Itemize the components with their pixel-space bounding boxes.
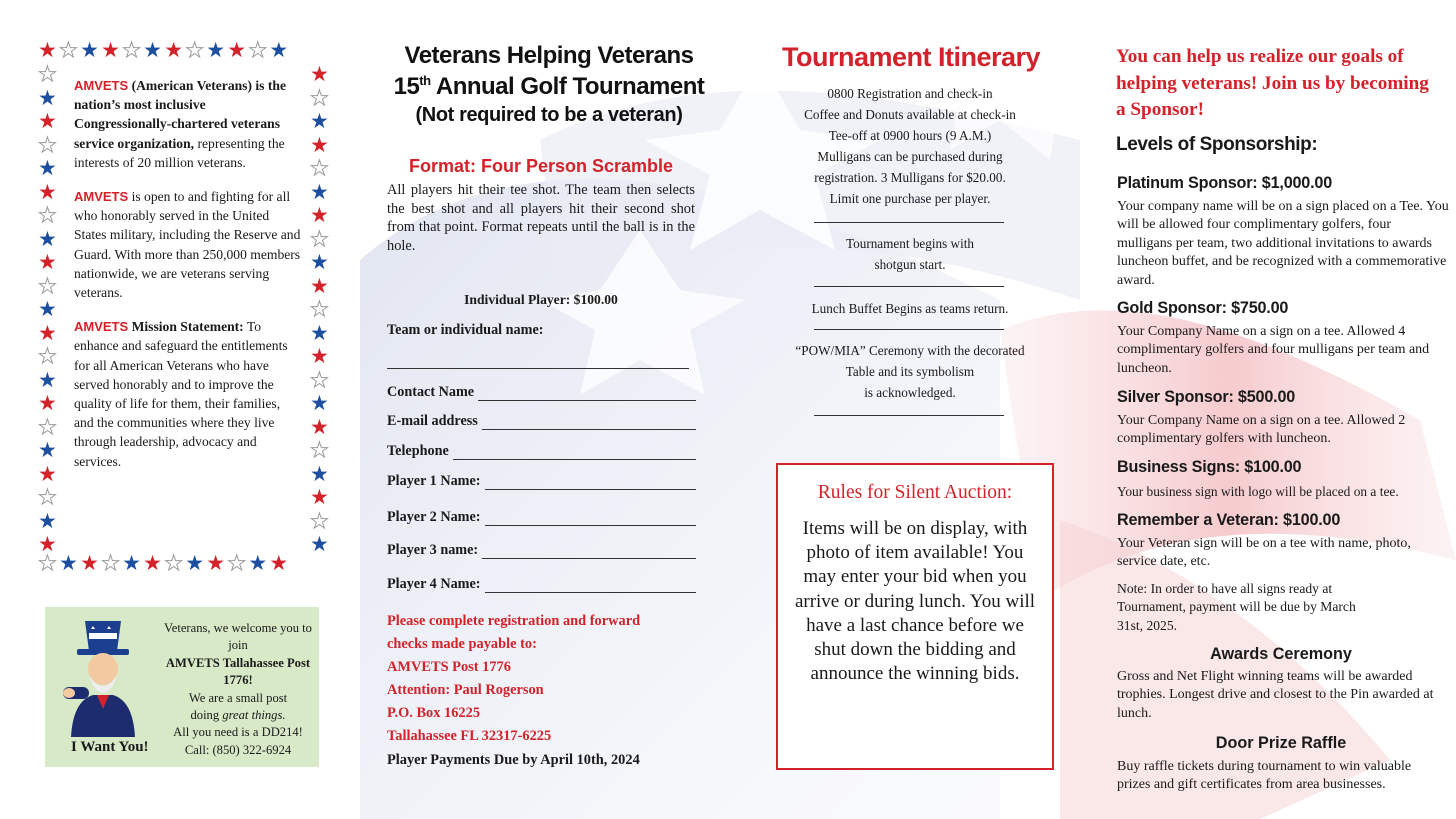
player-4-field[interactable]: Player 4 Name: [387, 576, 696, 593]
amvets-label: AMVETS [74, 78, 129, 93]
i-want-you-caption: I Want You! [71, 739, 149, 755]
itinerary-start: Tournament begins with shotgun start. [846, 236, 974, 272]
phone-number[interactable]: Call: (850) 322-6924 [184, 742, 292, 757]
divider [814, 222, 1004, 223]
uncle-sam-illustration [63, 617, 143, 737]
raffle-desc: Buy raffle tickets during tournament to win valuable prizes and gift certificates from area businesses. [1117, 759, 1412, 793]
star-border-left: ★ ★ ★ ★ ★ ★ ★ ★ ★ ★ ★ ★ ★ ★ ★ ★ ★ ★ ★ ★ ★ [38, 62, 57, 556]
individual-price: Individual Player: $100.00 [464, 292, 618, 307]
levels-title: Levels of Sponsorship: [1116, 134, 1318, 155]
amvets-label: AMVETS [74, 189, 129, 205]
divider [814, 329, 1004, 330]
itinerary-schedule: 0800 Registration and check-in Coffee and Donuts available at check-in Tee-off at 0900 hours (9 A.M.) Mulligans can be purchased during registration. 3 Mulligans for $20.00. Limit one purchase per player. [804, 86, 1016, 206]
awards-desc: Gross and Net Flight winning teams will be awarded trophies. Longest drive and closest to the Pin awarded at lunch. [1117, 669, 1434, 721]
event-title-line1: Veterans Helping Veterans [404, 42, 694, 69]
divider [814, 415, 1004, 416]
signs-payment-note: Note: In order to have all signs ready at Tournament, payment will be due by March 31st, 2025. [1117, 581, 1356, 633]
post-name: AMVETS Tallahassee Post 1776! [165, 655, 311, 688]
invitation-line: All you need is a DD214! [173, 725, 303, 740]
contact-name-field[interactable]: Contact Name [387, 384, 696, 401]
invitation-line: We are a small post [188, 690, 288, 705]
platinum-sponsor-desc: Your company name will be on a sign placed on a Tee. You will be allowed four complimentary golfers, four mulligans per team, two additional invitations to awards luncheon buffet, and be recognized with a commemorative award. [1117, 199, 1449, 288]
amvets-description [74, 76, 302, 486]
amvets-intro-bold: (American Veterans) is the nation’s most inclusive Congressionally-chartered veterans service organization, [74, 78, 286, 151]
silver-sponsor-title: Silver Sponsor: $500.00 [1117, 388, 1296, 406]
mission-heading: Mission Statement: [131, 319, 244, 335]
registration-instructions: checks made payable to: [387, 636, 537, 652]
amvets-label: AMVETS [74, 319, 129, 335]
team-name-label: Team or individual name: [387, 322, 544, 338]
auction-rules: Items will be on display, with photo of item available! You may enter your bid when you arrive or during lunch. You will have a last chance before we shut down the bidding and announce the winning bids. [794, 518, 1036, 685]
email-field[interactable]: E-mail address [387, 413, 696, 430]
mailing-address-line: Attention: Paul Rogerson [387, 682, 544, 698]
silver-sponsor-desc: Your Company Name on a sign on a tee. Allowed 2 complimentary golfers with luncheon. [1117, 413, 1406, 447]
star-border-bottom: ★ ★ ★ ★ ★ ★ ★ ★ ★ ★ ★ ★ [38, 551, 291, 575]
remember-veteran-desc: Your Veteran sign will be on a tee with name, photo, service date, etc. [1117, 536, 1411, 570]
awards-title: Awards Ceremony [1210, 645, 1352, 663]
amvets-open-text: is open to and fighting for all who honorably served in the United States military, including the Reserve and Guard. With more than 250,000 members nationwide, we are veterans serving veterans. [74, 189, 301, 301]
divider [814, 286, 1004, 287]
player-3-field[interactable]: Player 3 name: [387, 542, 696, 559]
star-border-right: ★ ★ ★ ★ ★ ★ ★ ★ ★ ★ ★ ★ ★ ★ ★ ★ ★ ★ ★ ★ ★ [310, 62, 329, 556]
gold-sponsor-title: Gold Sponsor: $750.00 [1117, 299, 1289, 317]
mailing-address-line: Tallahassee FL 32317-6225 [387, 728, 552, 744]
amvets-intro-rest: representing the interests of 20 million veterans. [74, 135, 285, 170]
registration-instructions: Please complete registration and forward [387, 613, 641, 629]
amvets-mission-paragraph [74, 317, 302, 471]
mailing-address-line: AMVETS Post 1776 [387, 659, 511, 675]
event-subtitle: (Not required to be a veteran) [415, 104, 683, 126]
itinerary-lunch: Lunch Buffet Begins as teams return. [811, 301, 1009, 316]
amvets-open-paragraph [74, 187, 302, 302]
format-title: Format: Four Person Scramble [408, 156, 674, 176]
event-title-line2: 15th Annual Golf Tournament [393, 73, 705, 100]
invitation-line: doing great things. [190, 708, 286, 723]
player-2-field[interactable]: Player 2 Name: [387, 509, 696, 526]
telephone-field[interactable]: Telephone [387, 443, 696, 460]
join-invitation [163, 620, 313, 759]
sponsor-intro: You can help us realize our goals of helping veterans! Join us by becoming a Sponsor! [1116, 46, 1429, 120]
team-name-field[interactable] [387, 368, 689, 369]
silent-auction-box [776, 463, 1054, 770]
gold-sponsor-desc: Your Company Name on a sign on a tee. Allowed 4 complimentary golfers and four mulligans per team and luncheon. [1117, 324, 1430, 376]
platinum-sponsor-title: Platinum Sponsor: $1,000.00 [1117, 174, 1333, 192]
raffle-title: Door Prize Raffle [1215, 734, 1347, 752]
itinerary-title: Tournament Itinerary [781, 42, 1041, 72]
player-1-field[interactable]: Player 1 Name: [387, 473, 696, 490]
mission-text: To enhance and safeguard the entitlements for all American Veterans who have served honorably and to improve the quality of life for them, their families, and the communities where they live through leadership, advocacy and services. [74, 319, 288, 469]
amvets-intro-paragraph [74, 76, 302, 172]
remember-veteran-title: Remember a Veteran: $100.00 [1117, 511, 1341, 529]
itinerary-ceremony: “POW/MIA” Ceremony with the decorated Table and its symbolism is acknowledged. [795, 343, 1025, 400]
uncle-sam-panel [45, 607, 319, 767]
invitation-line: Veterans, we welcome you to join [164, 621, 312, 653]
payment-due-date: Player Payments Due by April 10th, 2024 [387, 752, 640, 768]
business-signs-desc: Your business sign with logo will be placed on a tee. [1117, 484, 1399, 499]
star-border-top: ★ ★ ★ ★ ★ ★ ★ ★ ★ ★ ★ ★ [38, 38, 291, 62]
auction-title: Rules for Silent Auction: [817, 482, 1013, 503]
mailing-address-line: P.O. Box 16225 [387, 705, 481, 721]
business-signs-title: Business Signs: $100.00 [1117, 458, 1302, 476]
format-description: All players hit their tee shot. The team then selects the best shot and all players hit their second shot from that point. Format repeats until the ball is in the hole. [387, 182, 695, 254]
